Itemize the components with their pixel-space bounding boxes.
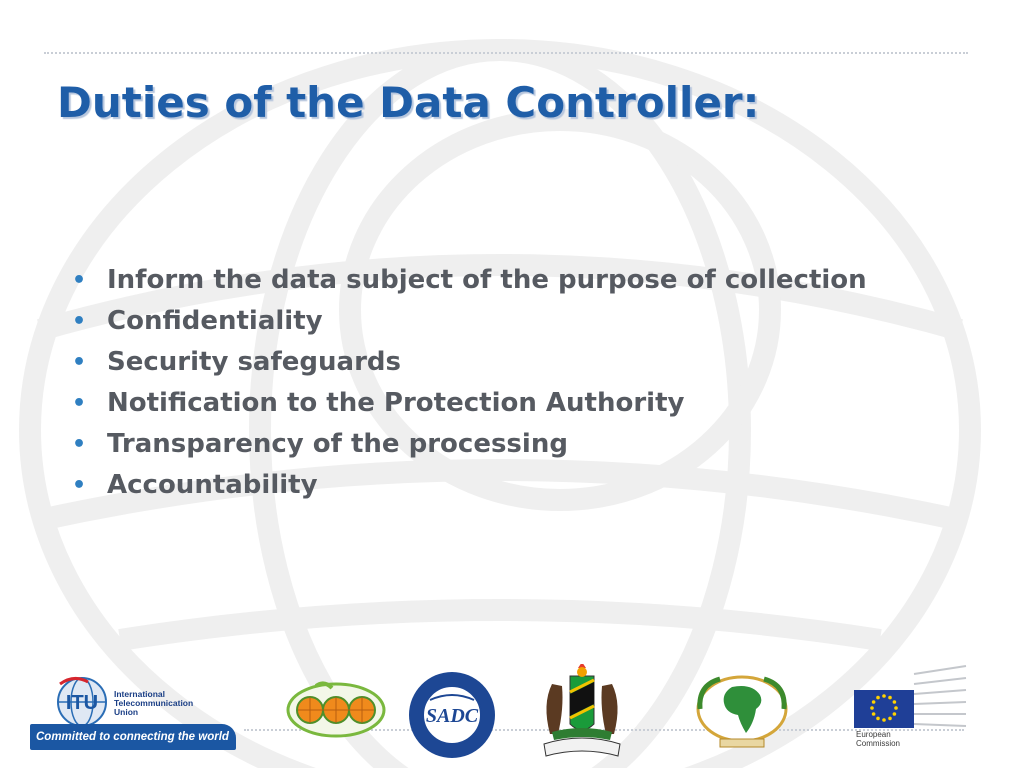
sadc-mark: SADC <box>425 705 479 727</box>
slide-title: Duties of the Data Controller: <box>57 78 760 127</box>
list-item-text: Notification to the Protection Authority <box>107 388 685 418</box>
acp-logo-icon <box>286 680 386 738</box>
list-item-text: Accountability <box>107 470 318 500</box>
tanzania-coat-of-arms-icon <box>522 664 642 764</box>
top-dotted-rule <box>44 52 968 54</box>
list-item <box>72 383 867 424</box>
list-item-text: Inform the data subject of the purpose of collection <box>107 265 867 295</box>
itu-name-line: International <box>114 689 166 699</box>
duties-bullet-list <box>72 260 867 506</box>
itu-name-line: Union <box>114 707 139 717</box>
bullet-icon: • <box>72 268 87 293</box>
african-union-emblem-icon <box>680 673 804 753</box>
ec-name-line: European <box>856 730 891 739</box>
sadc-logo-icon <box>404 670 500 760</box>
itu-mark: ITU <box>65 692 99 714</box>
bullet-icon: • <box>72 350 87 375</box>
european-commission-logo <box>824 664 970 754</box>
bullet-icon: • <box>72 473 87 498</box>
list-item-text: Transparency of the processing <box>107 429 568 459</box>
bullet-icon: • <box>72 391 87 416</box>
ec-name-line: Commission <box>856 739 901 748</box>
eu-flag-icon <box>854 690 914 728</box>
itu-tagline-banner: Committed to connecting the world <box>30 724 236 750</box>
list-item-text: Confidentiality <box>107 306 323 336</box>
list-item <box>72 424 867 465</box>
ec-name <box>856 730 900 748</box>
list-item <box>72 301 867 342</box>
list-item <box>72 342 867 383</box>
list-item <box>72 260 867 301</box>
bullet-icon: • <box>72 432 87 457</box>
list-item <box>72 465 867 506</box>
itu-globe-icon <box>54 676 112 728</box>
ec-building-icon <box>912 664 968 734</box>
itu-name <box>114 690 234 717</box>
itu-name-line: Telecommunication <box>114 698 194 708</box>
list-item-text: Security safeguards <box>107 347 401 377</box>
bullet-icon: • <box>72 309 87 334</box>
itu-logo <box>30 666 240 752</box>
